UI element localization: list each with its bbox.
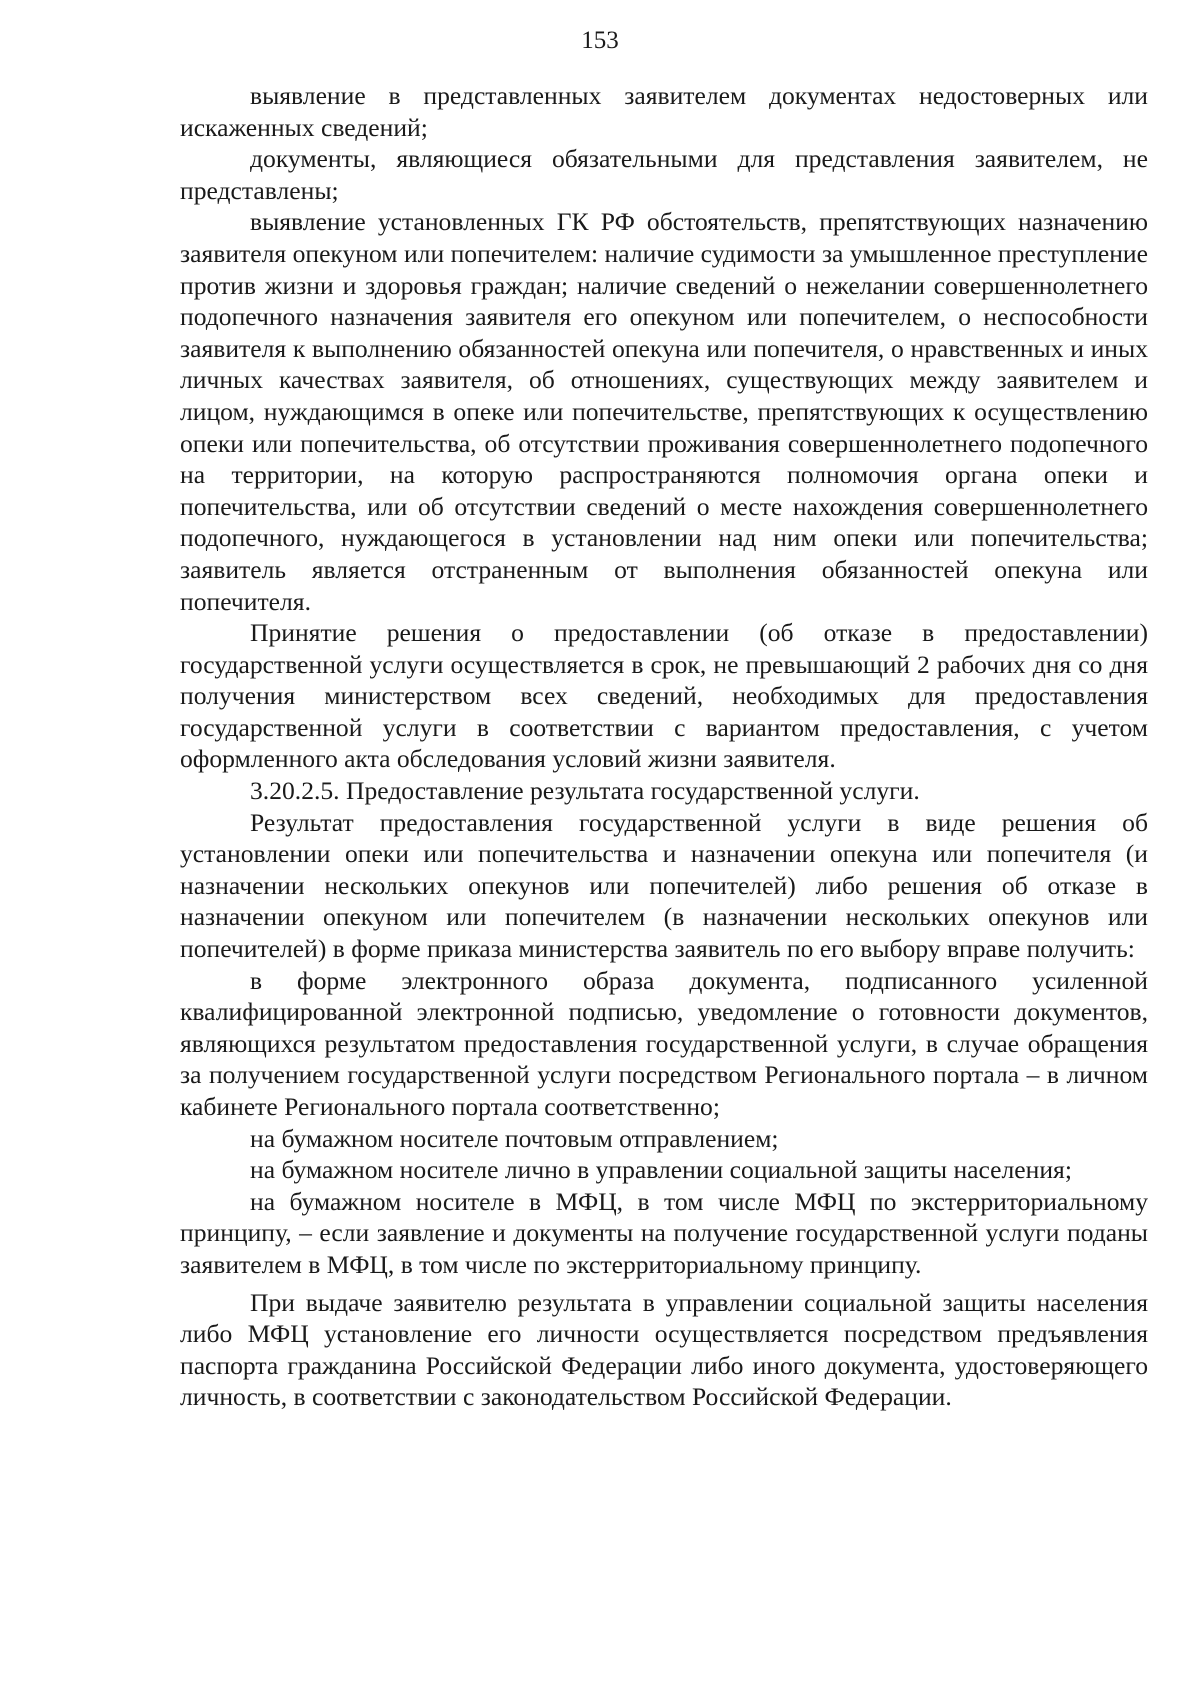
paragraph-obstacles: выявление установленных ГК РФ обстоятельств, препятствующих назначению заявителя опекуном или попечителем: наличие судимости за умышленное преступление против жизни и здоровья граждан; наличие сведений о нежелании совершеннолетнего подопечного назначения заявителя его опекуном или попечителем, о неспособности заявителя к выполнению обязанностей опекуна или попечителя, о нравственных и иных личных качествах заявителя, об отношениях, существующих между заявителем и лицом, нуждающимся в опеке или попечительстве, препятствующих к осуществлению опеки или попечительства, об отсутствии проживания совершеннолетнего подопечного на территории, на которую распространяются полномочия органа опеки и попечительства, или об отсутствии сведений о месте нахождения совершеннолетнего подопечного, нуждающегося в установлении над ним опеки или попечительства; заявитель является отстраненным от выполнения обязанностей опекуна или попечителя. xyxy=(180,207,1148,616)
paragraph-mfc: на бумажном носителе в МФЦ, в том числе МФЦ по экстерриториальному принципу, – если заявление и документы на получение государственной услуги поданы заявителем в МФЦ, в том числе по экстерриториальному принципу. xyxy=(180,1186,1148,1279)
paragraph-postal: на бумажном носителе почтовым отправлением; xyxy=(250,1123,779,1153)
paragraph-electronic-form: в форме электронного образа документа, подписанного усиленной квалифицированной электронной подписью, уведомление о готовности документов, являющихся результатом предоставления государственной услуги, в случае обращения за получением государственной услуги посредством Регионального портала – в личном кабинете Регионального портала соответственно; xyxy=(180,965,1148,1121)
paragraph-identity: При выдаче заявителю результата в управлении социальной защиты населения либо МФЦ установление его личности осуществляется посредством предъявления паспорта гражданина Российской Федерации либо иного документа, удостоверяющего личность, в соответствии с законодательством Российской Федерации. xyxy=(180,1287,1148,1412)
paragraph-unreliable-info: выявление в представленных заявителем документах недостоверных или искаженных сведений; xyxy=(180,81,1148,142)
section-heading-3-20-2-5: 3.20.2.5. Предоставление результата государственной услуги. xyxy=(250,776,920,806)
paragraph-missing-documents: документы, являющиеся обязательными для представления заявителем, не представлены; xyxy=(180,144,1148,205)
body-text xyxy=(180,80,1148,1413)
paragraph-in-person: на бумажном носителе лично в управлении социальной защиты населения; xyxy=(250,1155,1072,1185)
paragraph-decision-term: Принятие решения о предоставлении (об отказе в предоставлении) государственной услуги осуществляется в срок, не превышающий 2 рабочих дня со дня получения министерством всех сведений, необходимых для предоставления государственной услуги в соответствии с вариантом предоставления, с учетом оформленного акта обследования условий жизни заявителя. xyxy=(180,618,1148,774)
paragraph-result: Результат предоставления государственной услуги в виде решения об установлении опеки или попечительства и назначении опекуна или попечителя (и назначении нескольких опекунов или попечителей) либо решения об отказе в назначении опекуном или попечителем (в назначении нескольких опекунов или попечителей) в форме приказа министерства заявитель по его выбору вправе получить: xyxy=(180,807,1148,964)
page-number: 153 xyxy=(581,27,619,54)
